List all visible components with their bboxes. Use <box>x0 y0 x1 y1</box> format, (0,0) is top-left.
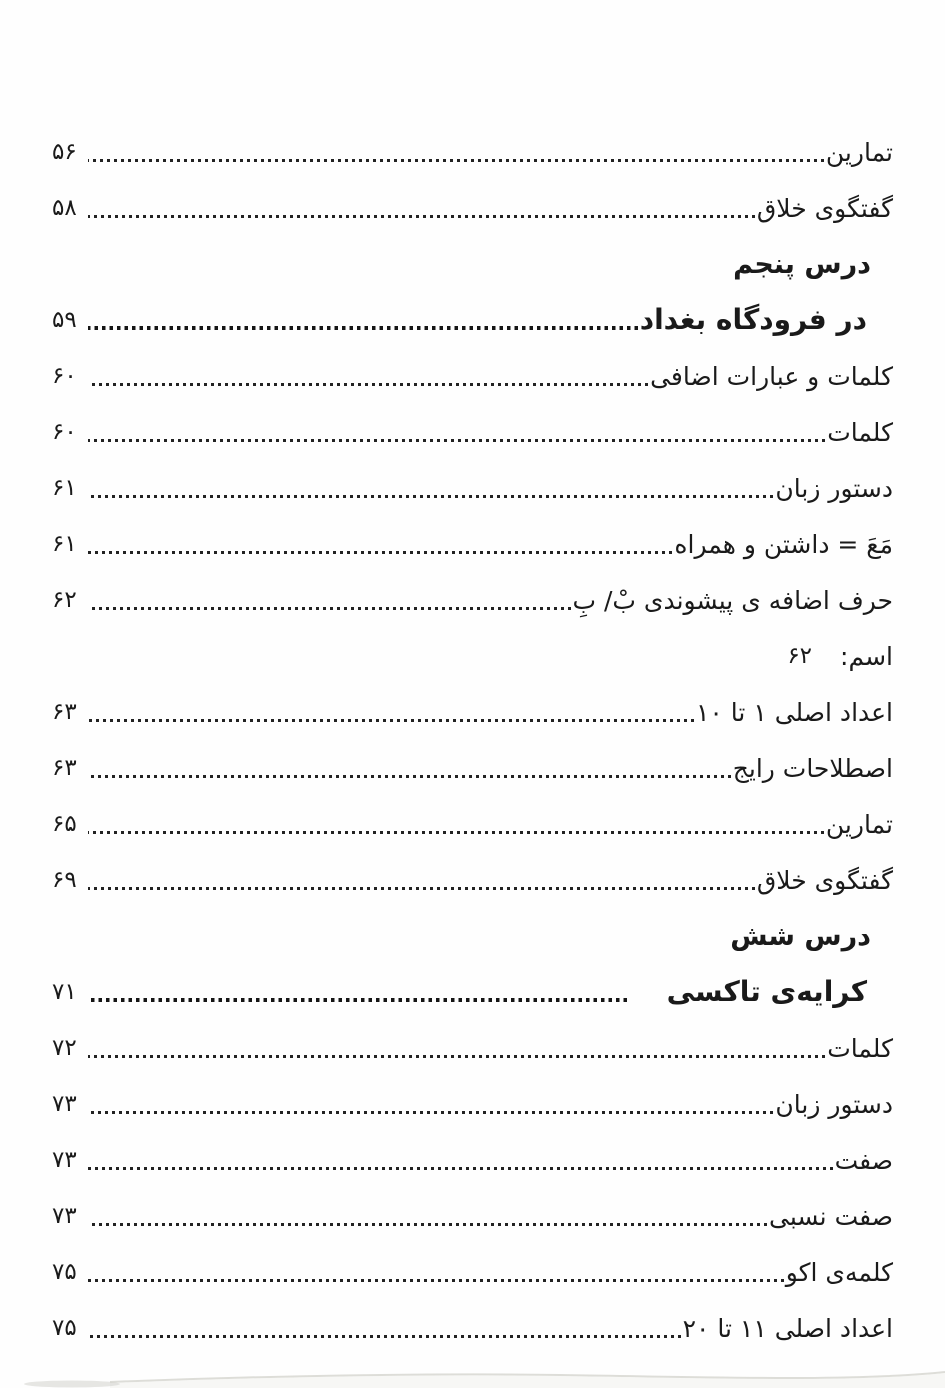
dot-leader <box>88 1223 767 1226</box>
toc-entry-page-number: ۶۵ <box>52 810 77 837</box>
scanned-page-edge-shadow <box>0 1362 945 1388</box>
toc-entry-title: تمارین <box>825 809 893 839</box>
toc-entry-title: کلمه‌ی اکو <box>785 1257 893 1287</box>
toc-entry-page-number: ۶۰ <box>52 418 77 445</box>
toc-row <box>0 180 945 236</box>
toc-row <box>0 628 945 684</box>
dot-leader <box>88 1279 784 1282</box>
toc-row <box>0 908 945 964</box>
toc-entry-title: کرایه‌ی تاکسی <box>666 975 867 1008</box>
toc-row <box>0 124 945 180</box>
toc-row <box>0 796 945 852</box>
toc-entry-page-number: ۶۳ <box>52 754 77 781</box>
toc-row <box>0 516 945 572</box>
dot-leader <box>88 383 648 386</box>
toc-row <box>0 292 945 348</box>
toc-entry-page-number: ۶۲ <box>787 642 813 669</box>
toc-entry-page-number: ۶۲ <box>52 586 77 613</box>
toc-entry-title: اصطلاحات رایج <box>732 753 893 783</box>
toc-entry-title: مَعَ = داشتن و همراه <box>674 529 893 559</box>
dot-leader <box>88 719 694 722</box>
toc-entry-page-number: ۷۵ <box>52 1258 77 1285</box>
toc-entry-title: کلمات <box>827 1033 893 1063</box>
toc-row <box>0 1020 945 1076</box>
toc-row <box>0 964 945 1020</box>
toc-row <box>0 1076 945 1132</box>
toc-entry-page-number: ۵۹ <box>52 306 77 333</box>
toc-entry-page-number: ۷۲ <box>52 1034 77 1061</box>
toc-entry-title: صفت نسبی <box>768 1201 893 1231</box>
toc-entry-page-number: ۵۶ <box>52 138 77 165</box>
toc-entry-title: حرف اضافه ی پیشوندی بْ/ بِ <box>572 585 893 615</box>
toc-row <box>0 236 945 292</box>
toc-entry-page-number: ۷۵ <box>52 1314 77 1341</box>
dot-leader <box>88 1055 825 1058</box>
toc-row <box>0 460 945 516</box>
toc-entry-title: اسم: <box>840 641 893 671</box>
toc-entry-page-number: ۶۱ <box>52 474 77 501</box>
toc-entry-title: کلمات <box>827 417 893 447</box>
dot-leader <box>88 159 824 162</box>
dot-leader <box>88 831 824 834</box>
toc-row <box>0 852 945 908</box>
toc-entry-title: در فرودگاه بغداد <box>639 303 867 336</box>
toc-row <box>0 684 945 740</box>
dot-leader <box>88 775 731 778</box>
toc-list <box>0 124 945 1356</box>
dot-leader <box>88 215 755 218</box>
dot-leader <box>88 887 755 890</box>
toc-row <box>0 1132 945 1188</box>
toc-entry-title: کلمات و عبارات اضافی <box>650 361 893 391</box>
toc-row <box>0 1188 945 1244</box>
toc-entry-page-number: ۵۸ <box>52 194 77 221</box>
toc-row <box>0 740 945 796</box>
toc-entry-title: گفتگوی خلاق <box>756 193 893 223</box>
dot-leader <box>88 326 638 330</box>
toc-row <box>0 572 945 628</box>
toc-entry-title: درس شش <box>730 920 871 952</box>
toc-row <box>0 1244 945 1300</box>
toc-entry-title: تمارین <box>825 137 893 167</box>
toc-entry-page-number: ۶۹ <box>52 866 77 893</box>
toc-row <box>0 348 945 404</box>
toc-entry-page-number: ۶۱ <box>52 530 77 557</box>
toc-entry-title: درس پنجم <box>733 248 871 280</box>
toc-entry-page-number: ۷۳ <box>52 1090 77 1117</box>
toc-entry-page-number: ۶۰ <box>52 362 77 389</box>
toc-entry-page-number: ۷۳ <box>52 1202 77 1229</box>
dot-leader <box>88 1335 681 1338</box>
toc-row <box>0 404 945 460</box>
toc-entry-title: دستور زبان <box>775 473 893 503</box>
toc-entry-title: صفت <box>834 1145 893 1175</box>
dot-leader <box>88 551 673 554</box>
toc-entry-page-number: ۶۳ <box>52 698 77 725</box>
dot-leader <box>88 1111 774 1114</box>
toc-entry-title: دستور زبان <box>775 1089 893 1119</box>
toc-row <box>0 1300 945 1356</box>
dot-leader <box>88 1167 833 1170</box>
toc-entry-title: اعداد اصلی ۱۱ تا ۲۰ <box>682 1313 893 1343</box>
toc-entry-title: گفتگوی خلاق <box>756 865 893 895</box>
dot-leader <box>88 607 571 610</box>
dot-leader <box>88 439 825 442</box>
toc-entry-page-number: ۷۱ <box>52 978 77 1005</box>
dot-leader <box>88 495 774 498</box>
toc-entry-page-number: ۷۳ <box>52 1146 77 1173</box>
toc-entry-title: اعداد اصلی ۱ تا ۱۰ <box>695 697 893 727</box>
dot-leader <box>88 998 627 1002</box>
